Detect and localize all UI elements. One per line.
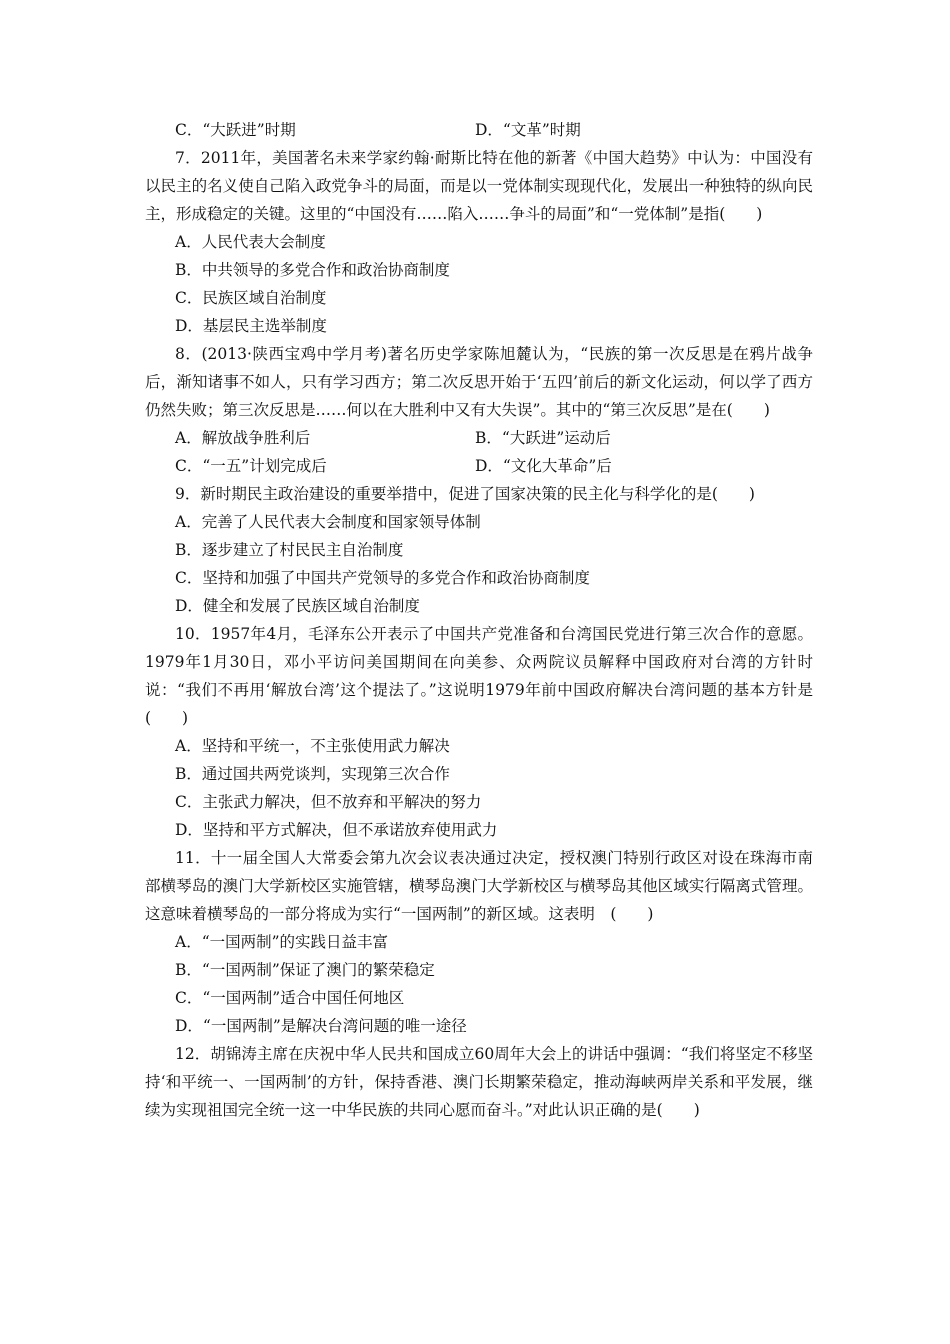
option-b: B．中共领导的多党合作和政治协商制度 — [175, 261, 450, 279]
question-7-text: 7．2011年，美国著名未来学家约翰·耐斯比特在他的新著《中国大趋势》中认为：中国没有以民主的名义使自己陷入政党争斗的局面，而是以一党体制实现现代化，发展出一种独特的纵向民主，形成稳定的关键。这里的“中国没有……陷入……争斗的局面”和“一党体制”是指( ) — [145, 149, 813, 223]
option-a: A．坚持和平统一，不主张使用武力解决 — [175, 737, 450, 755]
option-b: B．逐步建立了村民民主自治制度 — [175, 541, 404, 559]
option-d: D．坚持和平方式解决，但不承诺放弃使用武力 — [175, 821, 498, 839]
option-d: D．“文化大革命”后 — [475, 457, 612, 475]
option-b: B．“一国两制”保证了澳门的繁荣稳定 — [175, 961, 435, 979]
question-10 — [145, 620, 813, 844]
question-9-text: 9．新时期民主政治建设的重要举措中，促进了国家决策的民主化与科学化的是( ) — [175, 485, 755, 503]
document-page — [145, 116, 813, 1124]
question-12 — [145, 1040, 813, 1124]
question-11-text: 11．十一届全国人大常委会第九次会议表决通过决定，授权澳门特别行政区对设在珠海市南部横琴岛的澳门大学新校区实施管辖，横琴岛澳门大学新校区与横琴岛其他区域实行隔离式管理。这意味着横琴岛的一部分将成为实行“一国两制”的新区域。这表明 ( ) — [145, 849, 813, 923]
question-11 — [145, 844, 813, 1040]
question-7 — [145, 144, 813, 340]
options-row-2 — [145, 452, 813, 480]
option-d: D．“文革”时期 — [475, 121, 581, 139]
option-b: B．通过国共两党谈判，实现第三次合作 — [175, 765, 450, 783]
option-c: C．“一国两制”适合中国任何地区 — [175, 989, 405, 1007]
option-a: A．完善了人民代表大会制度和国家领导体制 — [175, 513, 481, 531]
option-a: A．“一国两制”的实践日益丰富 — [175, 933, 389, 951]
question-9 — [145, 480, 813, 620]
option-c: C．“一五”计划完成后 — [175, 457, 327, 475]
option-a: A．人民代表大会制度 — [175, 233, 326, 251]
option-a: A．解放战争胜利后 — [175, 429, 311, 447]
option-c: C．民族区域自治制度 — [175, 289, 327, 307]
option-c: C．坚持和加强了中国共产党领导的多党合作和政治协商制度 — [175, 569, 590, 587]
question-10-text: 10．1957年4月，毛泽东公开表示了中国共产党准备和台湾国民党进行第三次合作的意愿。1979年1月30日，邓小平访问美国期间在向美参、众两院议员解释中国政府对台湾的方针时说：“我们不再用‘解放台湾’这个提法了。”这说明1979年前中国政府解决台湾问题的基本方针是( ) — [145, 625, 813, 727]
options-row-1 — [145, 424, 813, 452]
option-d: D．健全和发展了民族区域自治制度 — [175, 597, 420, 615]
question-12-text: 12．胡锦涛主席在庆祝中华人民共和国成立60周年大会上的讲话中强调：“我们将坚定不移坚持‘和平统一、一国两制’的方针，保持香港、澳门长期繁荣稳定，推动海峡两岸关系和平发展，继续为实现祖国完全统一这一中华民族的共同心愿而奋斗。”对此认识正确的是( ) — [145, 1045, 813, 1119]
option-d: D．“一国两制”是解决台湾问题的唯一途径 — [175, 1017, 467, 1035]
prev-question-options — [145, 116, 813, 144]
question-8-text: 8．(2013·陕西宝鸡中学月考)著名历史学家陈旭麓认为，“民族的第一次反思是在鸦片战争后，渐知诸事不如人，只有学习西方；第二次反思开始于‘五四’前后的新文化运动，何以学了西方仍然失败；第三次反思是……何以在大胜利中又有大失误”。其中的“第三次反思”是在( ) — [145, 345, 813, 419]
option-c: C．主张武力解决，但不放弃和平解决的努力 — [175, 793, 482, 811]
option-b: B．“大跃进”运动后 — [475, 429, 611, 447]
option-d: D．基层民主选举制度 — [175, 317, 327, 335]
question-8 — [145, 340, 813, 480]
option-c: C．“大跃进”时期 — [175, 121, 296, 139]
